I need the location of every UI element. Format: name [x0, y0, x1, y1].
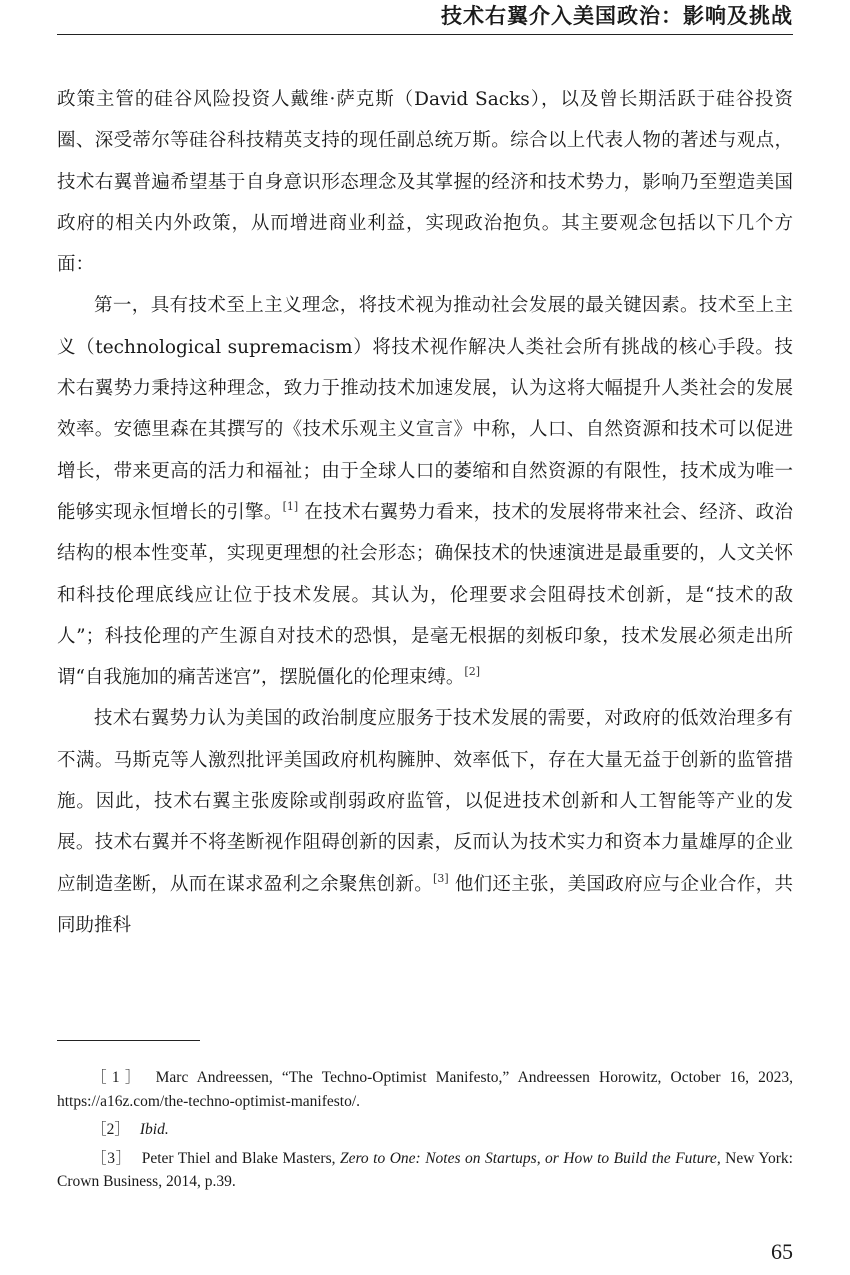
footnote-number: ［2］ [91, 1121, 130, 1138]
footnote-separator [57, 1040, 200, 1041]
paragraph-text: 政策主管的硅谷风险投资人戴维·萨克斯（David Sacks），以及曾长期活跃于硅谷投资圈、深受蒂尔等硅谷科技精英支持的现任副总统万斯。综合以上代表人物的著述与观点，技术右翼普遍希望基于自身意识形态理念及其掌握的经济和技术势力，影响乃至塑造美国政府的相关内外政策，从而增进商业利益，实现政治抱负。其主要观念包括以下几个方面： [57, 89, 793, 276]
body-paragraph [57, 79, 793, 285]
footnote [57, 1147, 793, 1194]
footnote-title: Ibid. [139, 1121, 169, 1138]
footnote-reference[interactable]: [2] [464, 665, 481, 679]
footnote [57, 1066, 793, 1113]
body-paragraph [57, 698, 793, 946]
footnote-number: ［3］ [91, 1149, 132, 1167]
running-header [57, 0, 793, 35]
paragraph-text: 第一，具有技术至上主义理念，将技术视为推动社会发展的最关键因素。技术至上主义（technological supremacism）将技术视作解决人类社会所有挑战的核心手段。技术右翼势力秉持这种理念，致力于推动技术加速发展，认为这将大幅提升人类社会的发展效率。安德里森在其撰写的《技术乐观主义宣言》中称，人口、自然资源和技术可以促进增长，带来更高的活力和福祉；由于全球人口的萎缩和自然资源的有限性，技术成为唯一能够实现永恒增长的引擎。 [57, 295, 793, 523]
footnote-reference[interactable]: [1] [282, 499, 299, 513]
body-text [57, 79, 793, 946]
footnote [57, 1118, 793, 1142]
running-title: 技术右翼介入美国政治：影响及挑战 [441, 4, 793, 28]
paragraph-text: 技术右翼势力认为美国的政治制度应服务于技术发展的需要，对政府的低效治理多有不满。马斯克等人激烈批评美国政府机构臃肿、效率低下，存在大量无益于创新的监管措施。因此，技术右翼主张废除或削弱政府监管，以促进技术创新和人工智能等产业的发展。技术右翼并不将垄断视作阻碍创新的因素，反而认为技术实力和资本力量雄厚的企业应制造垄断，从而在谋求盈利之余聚焦创新。 [57, 708, 793, 895]
footnote-reference[interactable]: [3] [433, 871, 449, 885]
paragraph-text: 他们还主张，美国政府应与企业合作，共同助推科 [57, 873, 793, 936]
footnote-text: , New York: Crown Business, 2014, p.39. [57, 1149, 793, 1190]
footnote-text: Peter Thiel and Blake Masters, [141, 1149, 340, 1167]
footnote-number: ［1］ [91, 1069, 146, 1086]
paragraph-text: 在技术右翼势力看来，技术的发展将带来社会、经济、政治结构的根本性变革，实现更理想的社会形态；确保技术的快速演进是最重要的，人文关怀和科技伦理底线应让位于技术发展。其认为，伦理要求会阻碍技术创新，是“技术的敌人”；科技伦理的产生源自对技术的恐惧，是毫无根据的刻板印象，技术发展必须走出所谓“自我施加的痛苦迷宫”，摆脱僵化的伦理束缚。 [57, 501, 793, 689]
body-paragraph [57, 285, 793, 698]
footnote-title: Zero to One: Notes on Startups, or How to Build the Future [339, 1149, 717, 1167]
footnotes [57, 1066, 793, 1199]
footnote-text: Marc Andreessen, “The Techno-Optimist Manifesto,” Andreessen Horowitz, October 16, 2023, https://a16z.com/the-techno-optimist-manifesto/. [57, 1069, 793, 1110]
page-number: 65 [771, 1239, 793, 1264]
